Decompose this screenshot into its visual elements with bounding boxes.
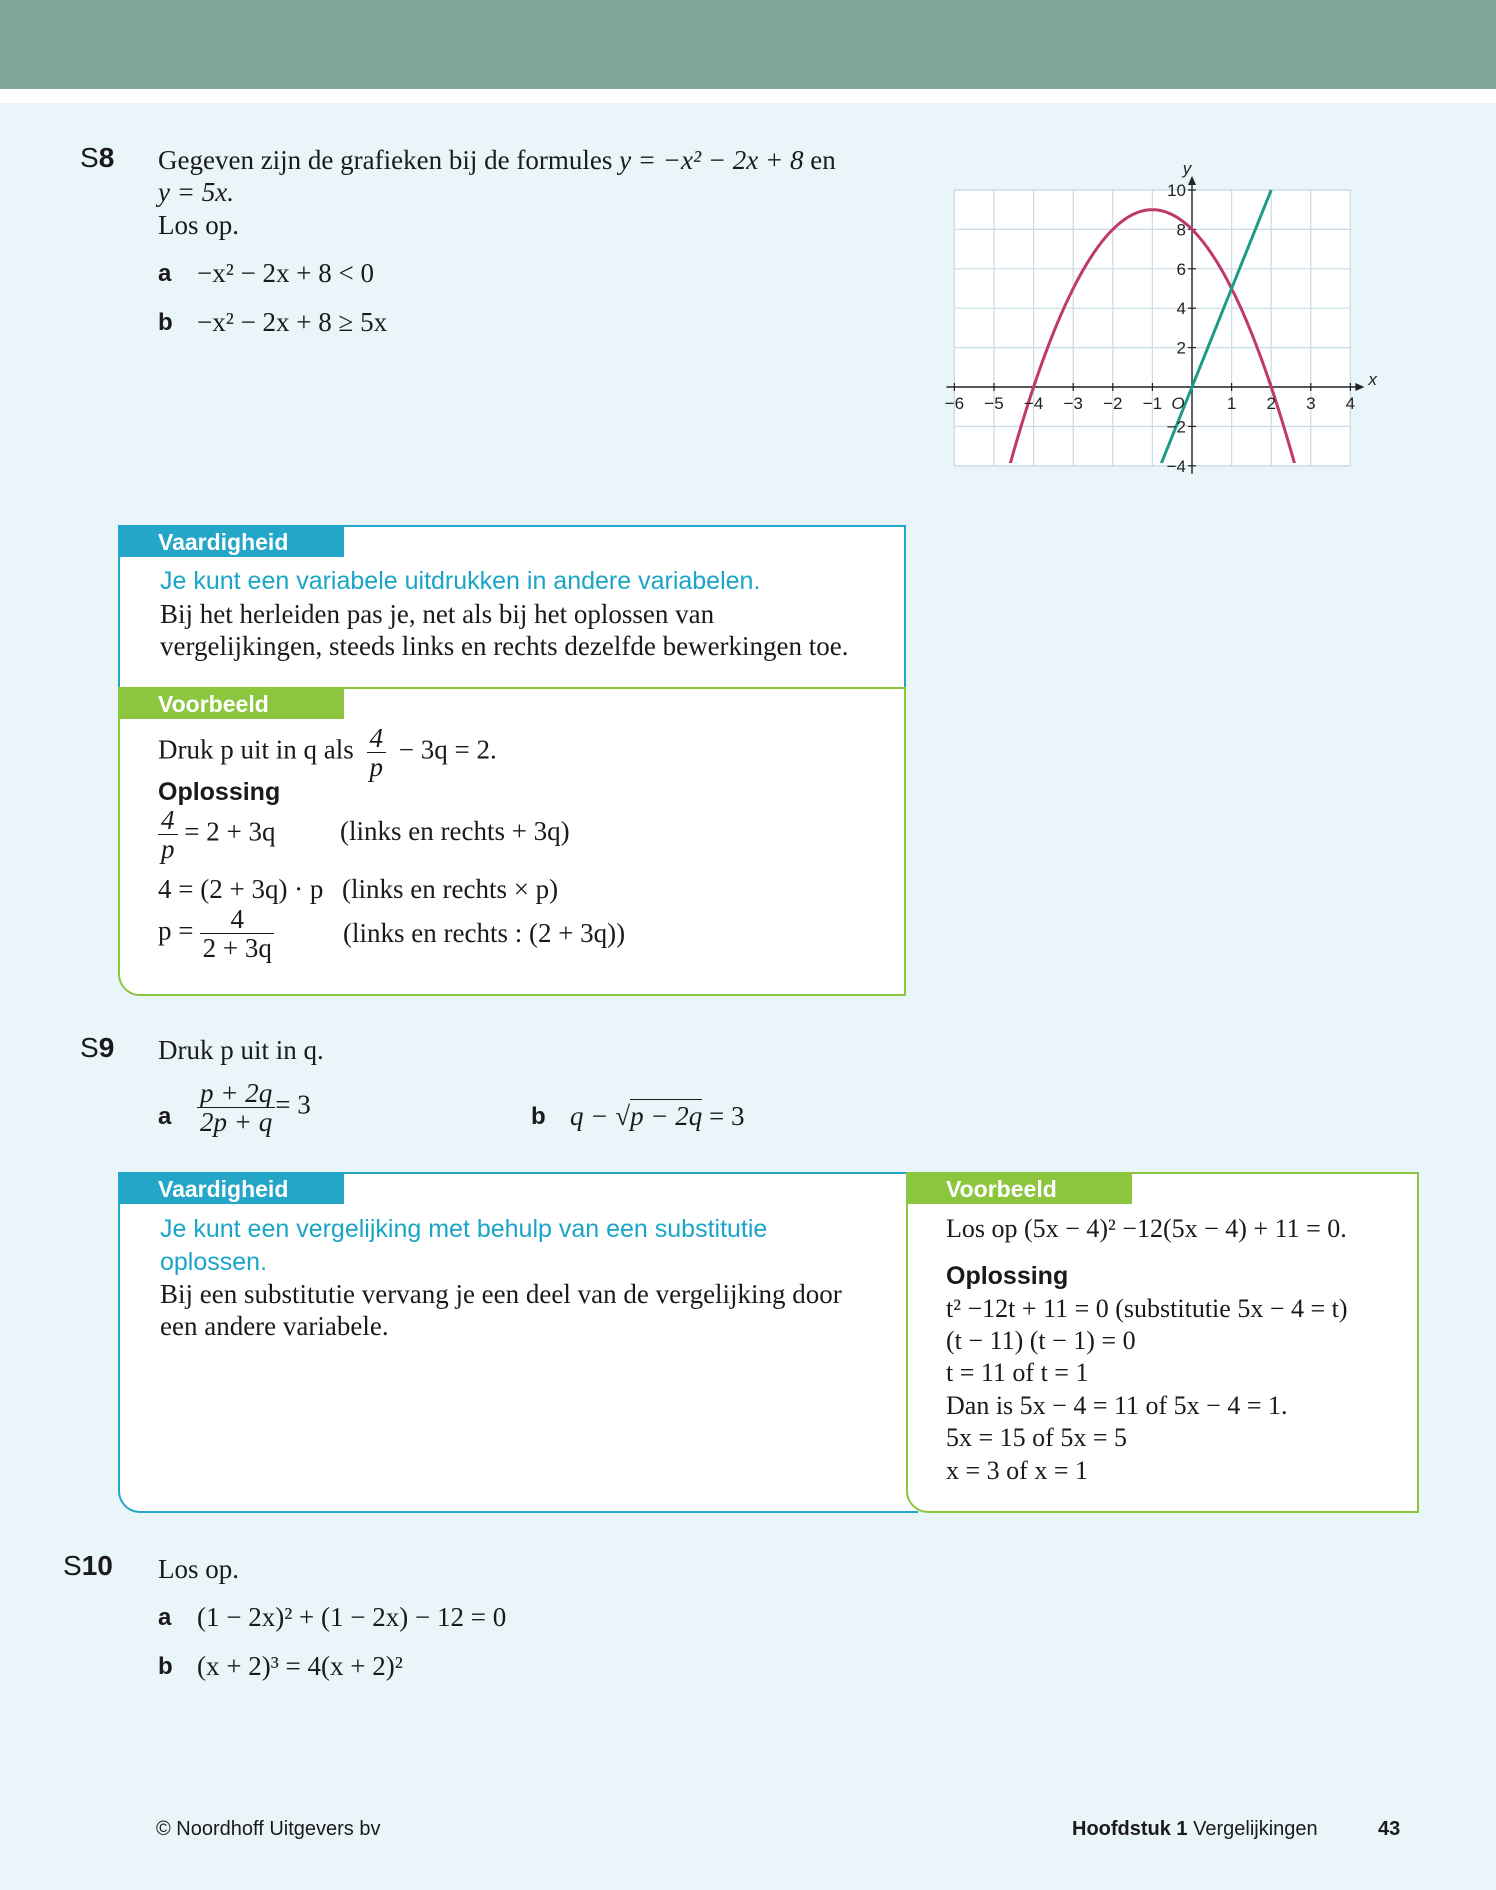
y-tick-label: −2 bbox=[1166, 417, 1186, 437]
step-2-expression: 4 = (2 + 3q) · p bbox=[158, 874, 324, 904]
step-1-note: (links en rechts + 3q) bbox=[340, 816, 570, 846]
exercise-prefix: S bbox=[63, 1550, 82, 1581]
s8-intro-text: Gegeven zijn de grafieken bij de formules bbox=[158, 145, 613, 175]
vaardigheid-2-body-line-1: Bij een substitutie vervang je een deel van de vergelijking door bbox=[160, 1279, 842, 1309]
s9-instruction: Druk p uit in q. bbox=[158, 1035, 324, 1065]
function-graph bbox=[940, 155, 1380, 485]
s10-b-expression: (x + 2)³ = 4(x + 2)² bbox=[197, 1651, 403, 1681]
footer-copyright: © Noordhoff Uitgevers bv bbox=[156, 1818, 381, 1840]
voorbeeld-2-line-3: t = 11 of t = 1 bbox=[946, 1358, 1089, 1387]
exercise-digit: 10 bbox=[81, 1550, 113, 1581]
voorbeeld-tab-2: Voorbeeld bbox=[906, 1174, 1132, 1204]
voorbeeld-1-task bbox=[158, 724, 497, 781]
voorbeeld-2-line-6: x = 3 of x = 1 bbox=[946, 1456, 1088, 1485]
s9-a-rhs: = 3 bbox=[275, 1089, 311, 1120]
exercise-number-s10 bbox=[63, 1550, 113, 1582]
s8-a-label: a bbox=[158, 260, 172, 287]
x-tick-label: −1 bbox=[1142, 394, 1163, 413]
y-tick-label: 2 bbox=[1176, 338, 1186, 358]
fraction-numerator: p + 2q bbox=[197, 1079, 275, 1108]
x-axis-label: x bbox=[1368, 370, 1377, 389]
s10-b-label: b bbox=[158, 1653, 173, 1680]
page-number: 43 bbox=[1378, 1818, 1401, 1840]
voorbeeld-1-step-2 bbox=[158, 873, 323, 905]
s9-b-expression bbox=[570, 1100, 745, 1132]
step-2-note: (links en rechts × p) bbox=[342, 874, 559, 904]
s9-a-fraction bbox=[197, 1079, 275, 1136]
x-tick-label: −6 bbox=[944, 394, 965, 413]
fraction-denominator: p bbox=[369, 752, 383, 782]
fraction-numerator: 4 bbox=[158, 806, 178, 835]
x-tick-label: 3 bbox=[1306, 394, 1316, 413]
footer-chapter bbox=[1072, 1818, 1318, 1841]
voorbeeld-2-line-1: t² −12t + 11 = 0 (substitutie 5x − 4 = t) bbox=[946, 1294, 1348, 1323]
graph-grid bbox=[954, 190, 1350, 466]
x-tick-label: 1 bbox=[1226, 394, 1237, 413]
exercise-digit: 9 bbox=[98, 1032, 115, 1063]
fraction-numerator: 4 bbox=[200, 905, 274, 934]
footer-chapter-title: Vergelijkingen bbox=[1193, 1818, 1318, 1840]
step-1-fraction bbox=[158, 806, 178, 863]
s9-a-label: a bbox=[158, 1103, 172, 1130]
exercise-prefix: S bbox=[80, 142, 99, 173]
vaardigheid-tab-2: Vaardigheid bbox=[118, 1174, 344, 1204]
fraction-denominator: 2p + q bbox=[200, 1107, 273, 1137]
exercise-digit: 8 bbox=[98, 142, 115, 173]
sqrt-symbol: √ bbox=[615, 1101, 631, 1131]
x-tick-label: −5 bbox=[984, 394, 1004, 413]
header-divider bbox=[0, 89, 1496, 103]
exercise-number-s9 bbox=[80, 1032, 114, 1064]
exercise-prefix: S bbox=[80, 1032, 99, 1063]
s9-b-prefix: q − bbox=[570, 1101, 609, 1131]
y-tick-label: 4 bbox=[1176, 299, 1186, 319]
voorbeeld-2-task: Los op (5x − 4)² −12(5x − 4) + 11 = 0. bbox=[946, 1214, 1347, 1243]
y-tick-label: 10 bbox=[1167, 181, 1186, 200]
s10-a-label: a bbox=[158, 1604, 172, 1631]
s8-a-expression: −x² − 2x + 8 < 0 bbox=[197, 258, 375, 288]
s9-b-radicand: p − 2q bbox=[630, 1101, 703, 1131]
y-tick-label: −4 bbox=[1166, 456, 1186, 476]
vaardigheid-2-skill-line-1: Je kunt een vergelijking met behulp van een substitutie bbox=[160, 1215, 768, 1243]
origin-label: O bbox=[1171, 394, 1185, 413]
s10-instruction: Los op. bbox=[158, 1554, 239, 1584]
footer-chapter-number: Hoofdstuk 1 bbox=[1072, 1818, 1188, 1840]
header-bar bbox=[0, 0, 1496, 89]
voorbeeld-1-step-1 bbox=[158, 806, 275, 863]
vaardigheid-2-skill-line-2: oplossen. bbox=[160, 1248, 268, 1276]
s9-a-expression bbox=[197, 1079, 311, 1136]
x-tick-label: −2 bbox=[1103, 394, 1123, 413]
vaardigheid-1-body-line-2: vergelijkingen, steeds links en rechts dezelfde bewerkingen toe. bbox=[160, 631, 849, 661]
x-tick-label: −3 bbox=[1063, 394, 1083, 413]
voorbeeld-2-line-2: (t − 11) (t − 1) = 0 bbox=[946, 1326, 1136, 1355]
voorbeeld-tab-1: Voorbeeld bbox=[118, 689, 344, 719]
voorbeeld-1-step-3 bbox=[158, 905, 274, 962]
step-1-rhs: = 2 + 3q bbox=[184, 816, 276, 847]
s8-conjunction: en bbox=[810, 145, 836, 175]
vaardigheid-2-body-line-2: een andere variabele. bbox=[160, 1311, 389, 1341]
s8-formula-2: y = 5x. bbox=[158, 177, 234, 207]
x-tick-label: 2 bbox=[1266, 394, 1276, 413]
x-tick-label: −4 bbox=[1023, 394, 1044, 413]
voorbeeld-2-oplossing-heading: Oplossing bbox=[946, 1262, 1069, 1290]
y-axis-label: y bbox=[1182, 159, 1192, 178]
s8-b-expression: −x² − 2x + 8 ≥ 5x bbox=[197, 307, 388, 337]
vaardigheid-tab-1: Vaardigheid bbox=[118, 527, 344, 557]
s9-b-label: b bbox=[531, 1103, 546, 1130]
s8-question bbox=[158, 144, 898, 176]
s8-b-label: b bbox=[158, 309, 173, 336]
vaardigheid-1-skill: Je kunt een variabele uitdrukken in andere variabelen. bbox=[160, 567, 761, 595]
x-axis-arrow bbox=[1355, 383, 1364, 391]
step-3-note: (links en rechts : (2 + 3q)) bbox=[343, 918, 626, 948]
exercise-number-s8 bbox=[80, 142, 114, 174]
fraction-denominator: 2 + 3q bbox=[202, 933, 272, 963]
voorbeeld-1-task-fraction bbox=[367, 724, 387, 781]
vaardigheid-1-body-line-1: Bij het herleiden pas je, net als bij het oplossen van bbox=[160, 599, 715, 629]
s8-instruction: Los op. bbox=[158, 210, 239, 240]
step-3-lhs: p = bbox=[158, 915, 194, 946]
s9-b-rhs: = 3 bbox=[709, 1101, 745, 1131]
y-tick-label: 6 bbox=[1176, 259, 1186, 279]
voorbeeld-1-task-rest: − 3q = 2. bbox=[398, 734, 497, 765]
y-tick-label: 8 bbox=[1176, 220, 1186, 240]
fraction-denominator: p bbox=[161, 834, 175, 864]
voorbeeld-2-line-4: Dan is 5x − 4 = 11 of 5x − 4 = 1. bbox=[946, 1391, 1288, 1420]
voorbeeld-1-task-text: Druk p uit in q als bbox=[158, 734, 354, 765]
x-tick-label: 4 bbox=[1345, 394, 1356, 413]
s10-a-expression: (1 − 2x)² + (1 − 2x) − 12 = 0 bbox=[197, 1602, 507, 1632]
voorbeeld-2-line-5: 5x = 15 of 5x = 5 bbox=[946, 1423, 1127, 1452]
fraction-numerator: 4 bbox=[367, 724, 387, 753]
step-3-fraction bbox=[200, 905, 274, 962]
voorbeeld-1-oplossing-heading: Oplossing bbox=[158, 778, 281, 806]
s8-formula-1: y = −x² − 2x + 8 bbox=[619, 145, 804, 175]
